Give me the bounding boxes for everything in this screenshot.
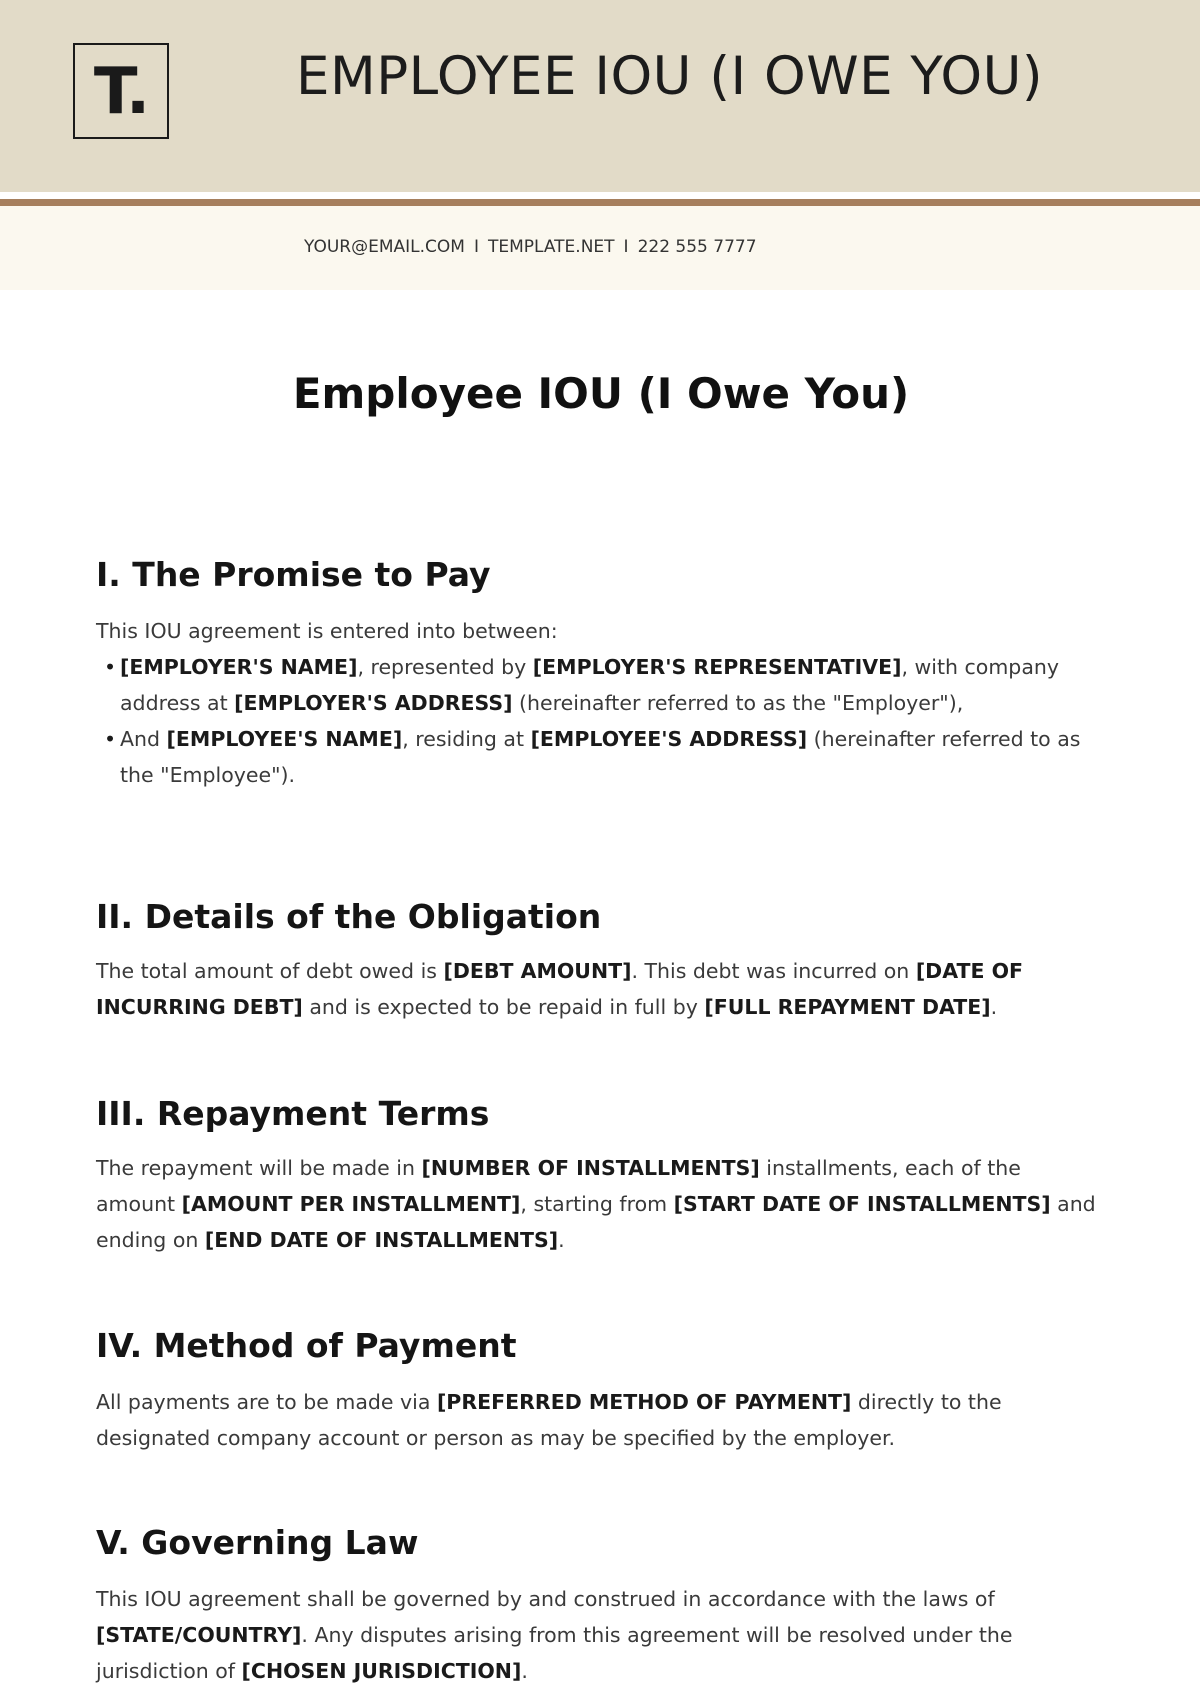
field-amount-per-installment: [AMOUNT PER INSTALLMENT] (181, 1192, 521, 1216)
contact-bar (0, 206, 1200, 290)
section-text: The repayment will be made in [NUMBER OF INSTALLMENTS] installments, each of the amount [AMOUNT PER INSTALLMENT], starting from [START DATE OF INSTALLMENTS] and ending on [END DATE OF INSTALLMENTS]. (96, 1156, 1096, 1252)
logo-mark: T. (93, 55, 149, 129)
field-employer-representative: [EMPLOYER'S REPRESENTATIVE] (532, 655, 902, 679)
header-divider (0, 199, 1200, 206)
document-title: Employee IOU (I Owe You) (292, 369, 910, 418)
party-employer: • [EMPLOYER'S NAME], represented by [EMPLOYER'S REPRESENTATIVE], with company address at [EMPLOYER'S ADDRESS] (hereinafter referred to as the "Employer"), (120, 649, 1106, 721)
field-chosen-jurisdiction: [CHOSEN JURISDICTION] (241, 1659, 522, 1683)
logo (73, 43, 169, 139)
contact-phone: 222 555 7777 (637, 237, 757, 257)
party-employee: • And [EMPLOYEE'S NAME], residing at [EMPLOYEE'S ADDRESS] (hereinafter referred to as the "Employee"). (120, 721, 1106, 793)
header-banner (0, 0, 1200, 192)
field-number-of-installments: [NUMBER OF INSTALLMENTS] (421, 1156, 760, 1180)
header-title: EMPLOYEE IOU (I OWE YOU) (296, 46, 1044, 107)
field-employee-address: [EMPLOYEE'S ADDRESS] (530, 727, 808, 751)
field-start-date-of-installments: [START DATE OF INSTALLMENTS] (673, 1192, 1051, 1216)
field-full-repayment-date: [FULL REPAYMENT DATE] (704, 995, 991, 1019)
section-heading: V. Governing Law (96, 1523, 419, 1562)
section-promise-to-pay (96, 553, 1106, 793)
field-debt-amount: [DEBT AMOUNT] (443, 959, 632, 983)
parties-list (96, 649, 1106, 793)
section-text: This IOU agreement shall be governed by and construed in accordance with the laws of [STATE/COUNTRY]. Any disputes arising from this agreement will be resolved under the jurisdiction of [CHOSEN JURISDICTION]. (96, 1587, 1013, 1683)
section-method-of-payment (96, 1324, 1106, 1456)
field-employee-name: [EMPLOYEE'S NAME] (166, 727, 403, 751)
field-state-country: [STATE/COUNTRY] (96, 1623, 302, 1647)
section-heading: III. Repayment Terms (96, 1094, 490, 1133)
header-gap (0, 192, 1200, 199)
contact-separator: I (473, 237, 479, 257)
field-employer-name: [EMPLOYER'S NAME] (120, 655, 358, 679)
contact-line (304, 237, 757, 257)
contact-separator: I (623, 237, 629, 257)
field-end-date-of-installments: [END DATE OF INSTALLMENTS] (204, 1228, 559, 1252)
section-text: The total amount of debt owed is [DEBT AMOUNT]. This debt was incurred on [DATE OF INCURRING DEBT] and is expected to be repaid in full by [FULL REPAYMENT DATE]. (96, 959, 1024, 1019)
contact-email: YOUR@EMAIL.COM (304, 237, 465, 257)
section-heading: IV. Method of Payment (96, 1326, 517, 1365)
field-preferred-method-of-payment: [PREFERRED METHOD OF PAYMENT] (436, 1390, 852, 1414)
field-employer-address: [EMPLOYER'S ADDRESS] (234, 691, 513, 715)
section-obligation-details (96, 895, 1106, 1025)
contact-website: TEMPLATE.NET (487, 237, 615, 257)
section-governing-law (96, 1521, 1106, 1689)
section-heading: I. The Promise to Pay (96, 555, 491, 594)
section-intro: This IOU agreement is entered into between: (96, 619, 558, 643)
section-text: All payments are to be made via [PREFERRED METHOD OF PAYMENT] directly to the designated company account or person as may be specified by the employer. (96, 1390, 1002, 1450)
field-date-of-incurring-debt: [DATE OF INCURRING DEBT] (96, 959, 1024, 1019)
section-repayment-terms (96, 1092, 1106, 1258)
section-heading: II. Details of the Obligation (96, 897, 602, 936)
